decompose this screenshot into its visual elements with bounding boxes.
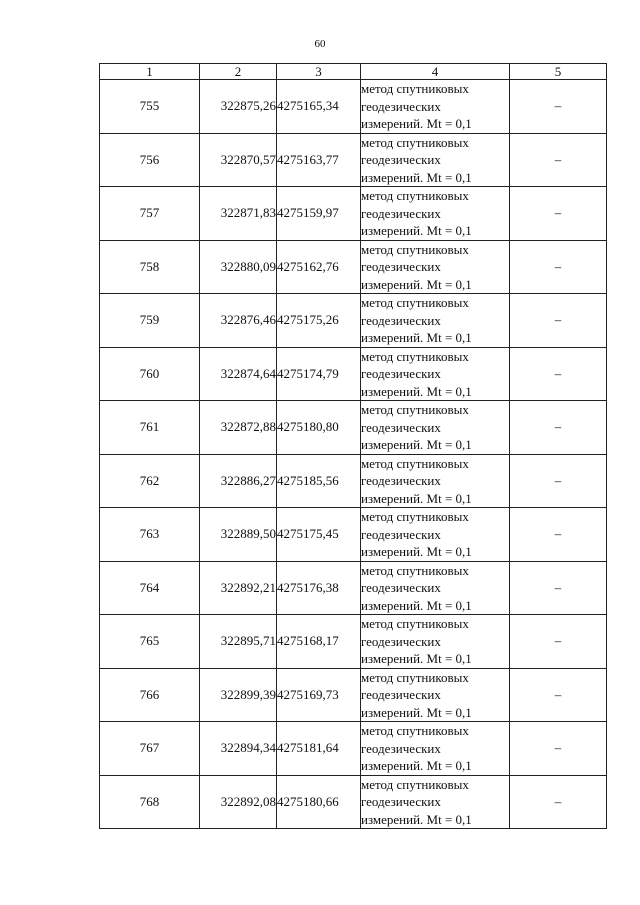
column-header: 3 <box>277 64 361 80</box>
point-number-cell: 762 <box>100 454 200 508</box>
note-value: – <box>554 686 562 702</box>
method-line: геодезических <box>361 740 441 756</box>
point-number-cell: 760 <box>100 347 200 401</box>
note-cell <box>510 775 607 829</box>
method-cell <box>361 722 510 776</box>
x-coordinate-cell: 322894,34 <box>200 722 277 776</box>
x-coordinate-cell: 322880,09 <box>200 240 277 294</box>
note-cell <box>510 294 607 348</box>
point-number-cell: 766 <box>100 668 200 722</box>
method-line: измерений. Mt = 0,1 <box>361 651 472 666</box>
y-coordinate-cell: 4275168,17 <box>277 615 361 669</box>
method-line: метод спутниковых <box>361 402 469 417</box>
method-line: геодезических <box>361 473 441 488</box>
point-number-cell: 765 <box>100 615 200 669</box>
x-coordinate-cell: 322875,26 <box>200 80 277 134</box>
point-number-cell: 759 <box>100 294 200 348</box>
point-number-cell: 756 <box>100 133 200 187</box>
point-number-cell: 768 <box>100 775 200 829</box>
method-line: метод спутниковых <box>361 348 469 364</box>
x-coordinate-cell: 322886,27 <box>200 454 277 508</box>
point-number-cell: 755 <box>100 80 200 134</box>
method-line: геодезических <box>361 526 441 542</box>
table-row <box>100 722 607 776</box>
x-coordinate-cell: 322892,08 <box>200 775 277 829</box>
method-line: геодезических <box>361 98 441 114</box>
method-cell <box>361 294 510 348</box>
note-cell <box>510 668 607 722</box>
y-coordinate-cell: 4275159,97 <box>277 187 361 241</box>
method-line: метод спутниковых <box>361 295 469 310</box>
table-row <box>100 347 607 401</box>
column-header: 4 <box>361 64 510 80</box>
method-line: измерений. Mt = 0,1 <box>361 276 472 292</box>
y-coordinate-cell: 4275162,76 <box>277 240 361 294</box>
method-line: метод спутниковых <box>361 776 469 792</box>
method-line: измерений. Mt = 0,1 <box>361 704 472 720</box>
x-coordinate-cell: 322899,39 <box>200 668 277 722</box>
note-cell <box>510 508 607 562</box>
method-line: метод спутниковых <box>361 455 469 471</box>
method-cell <box>361 187 510 241</box>
table-row <box>100 133 607 187</box>
point-number-cell: 758 <box>100 240 200 294</box>
y-coordinate-cell: 4275175,45 <box>277 508 361 562</box>
table-row <box>100 401 607 455</box>
note-value: – <box>554 365 562 381</box>
note-value: – <box>554 633 562 649</box>
method-cell <box>361 401 510 455</box>
table-row <box>100 668 607 722</box>
method-cell <box>361 508 510 562</box>
note-value: – <box>554 98 562 114</box>
note-cell <box>510 80 607 134</box>
note-value: – <box>554 526 562 542</box>
method-line: измерений. Mt = 0,1 <box>361 811 472 827</box>
y-coordinate-cell: 4275185,56 <box>277 454 361 508</box>
method-cell <box>361 240 510 294</box>
method-line: измерений. Mt = 0,1 <box>361 437 472 452</box>
method-line: измерений. Mt = 0,1 <box>361 169 472 185</box>
method-cell <box>361 615 510 669</box>
method-cell <box>361 454 510 508</box>
note-value: – <box>554 258 562 274</box>
table-row <box>100 187 607 241</box>
method-cell <box>361 80 510 134</box>
table-row <box>100 508 607 562</box>
method-line: метод спутниковых <box>361 509 469 524</box>
method-line: геодезических <box>361 419 441 435</box>
method-line: измерений. Mt = 0,1 <box>361 383 472 399</box>
method-line: геодезических <box>361 312 441 328</box>
table-row <box>100 294 607 348</box>
point-number-cell: 763 <box>100 508 200 562</box>
method-line: метод спутниковых <box>361 81 469 96</box>
x-coordinate-cell: 322872,88 <box>200 401 277 455</box>
method-line: геодезических <box>361 152 441 167</box>
note-value: – <box>554 312 562 328</box>
note-cell <box>510 615 607 669</box>
point-number-cell: 767 <box>100 722 200 776</box>
note-value: – <box>554 472 562 488</box>
method-line: метод спутниковых <box>361 188 469 203</box>
method-line: геодезических <box>361 205 441 221</box>
table-row <box>100 561 607 615</box>
note-value: – <box>554 151 562 167</box>
x-coordinate-cell: 322876,46 <box>200 294 277 348</box>
y-coordinate-cell: 4275174,79 <box>277 347 361 401</box>
method-line: геодезических <box>361 580 441 595</box>
method-cell <box>361 561 510 615</box>
method-line: измерений. Mt = 0,1 <box>361 116 472 131</box>
method-line: метод спутниковых <box>361 241 469 257</box>
table-header-row <box>100 64 607 80</box>
method-line: геодезических <box>361 687 441 702</box>
y-coordinate-cell: 4275181,64 <box>277 722 361 776</box>
x-coordinate-cell: 322895,71 <box>200 615 277 669</box>
note-cell <box>510 187 607 241</box>
note-cell <box>510 561 607 615</box>
method-line: метод спутниковых <box>361 134 469 150</box>
method-line: геодезических <box>361 259 441 274</box>
x-coordinate-cell: 322871,83 <box>200 187 277 241</box>
method-line: измерений. Mt = 0,1 <box>361 758 472 773</box>
method-line: метод спутниковых <box>361 616 469 631</box>
table-body <box>100 80 607 829</box>
note-value: – <box>554 793 562 809</box>
method-cell <box>361 347 510 401</box>
method-cell <box>361 775 510 829</box>
method-line: измерений. Mt = 0,1 <box>361 597 472 613</box>
y-coordinate-cell: 4275180,80 <box>277 401 361 455</box>
method-line: измерений. Mt = 0,1 <box>361 544 472 559</box>
note-cell <box>510 133 607 187</box>
note-cell <box>510 240 607 294</box>
y-coordinate-cell: 4275165,34 <box>277 80 361 134</box>
note-cell <box>510 347 607 401</box>
note-value: – <box>554 740 562 756</box>
note-value: – <box>554 419 562 435</box>
x-coordinate-cell: 322889,50 <box>200 508 277 562</box>
table-row <box>100 775 607 829</box>
method-line: геодезических <box>361 366 441 381</box>
method-cell <box>361 668 510 722</box>
x-coordinate-cell: 322874,64 <box>200 347 277 401</box>
method-line: измерений. Mt = 0,1 <box>361 223 472 238</box>
method-line: метод спутниковых <box>361 723 469 738</box>
note-value: – <box>554 205 562 221</box>
method-line: геодезических <box>361 794 441 809</box>
y-coordinate-cell: 4275163,77 <box>277 133 361 187</box>
y-coordinate-cell: 4275175,26 <box>277 294 361 348</box>
method-line: измерений. Mt = 0,1 <box>361 330 472 345</box>
coordinates-table <box>99 63 607 829</box>
method-line: метод спутниковых <box>361 562 469 578</box>
y-coordinate-cell: 4275169,73 <box>277 668 361 722</box>
x-coordinate-cell: 322892,21 <box>200 561 277 615</box>
note-cell <box>510 454 607 508</box>
method-line: измерений. Mt = 0,1 <box>361 490 472 506</box>
table-row <box>100 80 607 134</box>
point-number-cell: 764 <box>100 561 200 615</box>
y-coordinate-cell: 4275180,66 <box>277 775 361 829</box>
method-line: метод спутниковых <box>361 669 469 685</box>
table-row <box>100 615 607 669</box>
method-line: геодезических <box>361 633 441 649</box>
note-value: – <box>554 579 562 595</box>
point-number-cell: 761 <box>100 401 200 455</box>
column-header: 1 <box>100 64 200 80</box>
note-cell <box>510 401 607 455</box>
column-header: 5 <box>510 64 607 80</box>
page-number: 60 <box>314 38 326 50</box>
y-coordinate-cell: 4275176,38 <box>277 561 361 615</box>
method-cell <box>361 133 510 187</box>
point-number-cell: 757 <box>100 187 200 241</box>
x-coordinate-cell: 322870,57 <box>200 133 277 187</box>
table-row <box>100 454 607 508</box>
table-row <box>100 240 607 294</box>
column-header: 2 <box>200 64 277 80</box>
note-cell <box>510 722 607 776</box>
